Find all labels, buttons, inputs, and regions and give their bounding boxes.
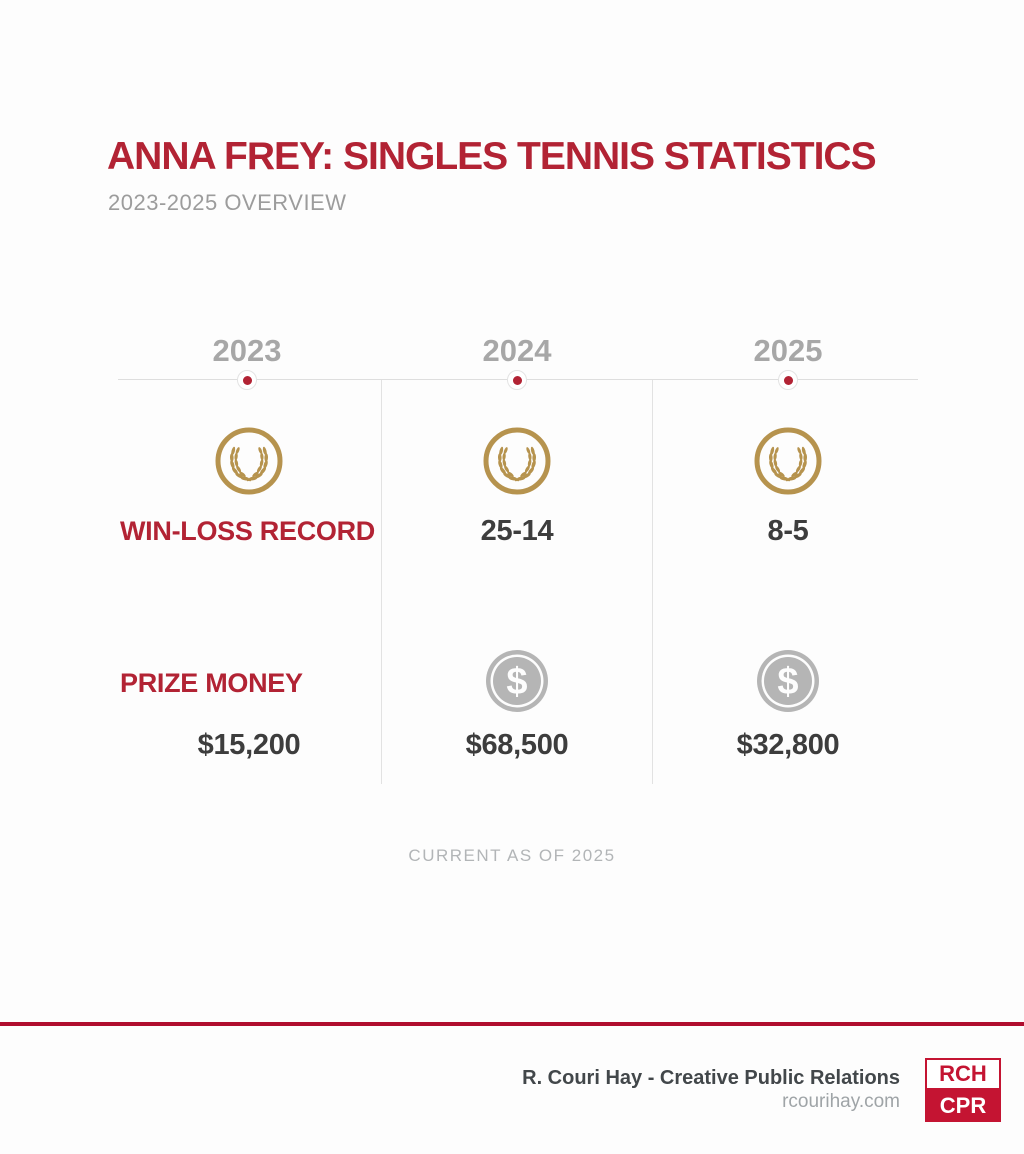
timeline-year-2025: 2025 xyxy=(753,333,823,368)
svg-text:$: $ xyxy=(777,661,799,703)
footer-accent-rule xyxy=(0,1022,1024,1026)
logo-cpr-text: CPR xyxy=(925,1090,1001,1122)
dollar-coin-icon-2024 xyxy=(382,648,652,719)
svg-text:$: $ xyxy=(506,661,528,703)
win-loss-record-label: WIN-LOSS RECORD xyxy=(120,516,375,546)
timeline-year-2024: 2024 xyxy=(482,333,552,368)
page-title: ANNA FREY: SINGLES TENNIS STATISTICS xyxy=(107,135,876,178)
laurel-wreath-icon-2023 xyxy=(118,425,380,502)
win-loss-value-2024: 25-14 xyxy=(480,515,554,547)
prize-money-label: PRIZE MONEY xyxy=(120,668,303,698)
win-loss-value-2025: 8-5 xyxy=(767,515,809,547)
page-subtitle: 2023-2025 OVERVIEW xyxy=(108,190,347,215)
timeline-dot-2024 xyxy=(507,370,527,390)
laurel-wreath-icon-2024 xyxy=(382,425,652,502)
prize-money-value-2024: $68,500 xyxy=(465,729,569,761)
timeline-dot-core xyxy=(513,376,522,385)
current-as-of-note: CURRENT AS OF 2025 xyxy=(408,846,616,865)
prize-money-value-2025: $32,800 xyxy=(736,729,840,761)
timeline-dot-core xyxy=(784,376,793,385)
footer-website: rcourihay.com xyxy=(782,1091,900,1112)
timeline-dot-2025 xyxy=(778,370,798,390)
timeline-dot-core xyxy=(243,376,252,385)
dollar-coin-icon-2025 xyxy=(653,648,923,719)
timeline-dot-2023 xyxy=(237,370,257,390)
laurel-wreath-icon-2025 xyxy=(653,425,923,502)
footer-company-name: R. Couri Hay - Creative Public Relations xyxy=(522,1067,900,1089)
timeline-year-2023: 2023 xyxy=(212,333,282,368)
prize-money-value-2023: $15,200 xyxy=(197,729,301,761)
logo-rch-text: RCH xyxy=(925,1058,1001,1090)
rch-cpr-logo xyxy=(925,1058,1001,1122)
